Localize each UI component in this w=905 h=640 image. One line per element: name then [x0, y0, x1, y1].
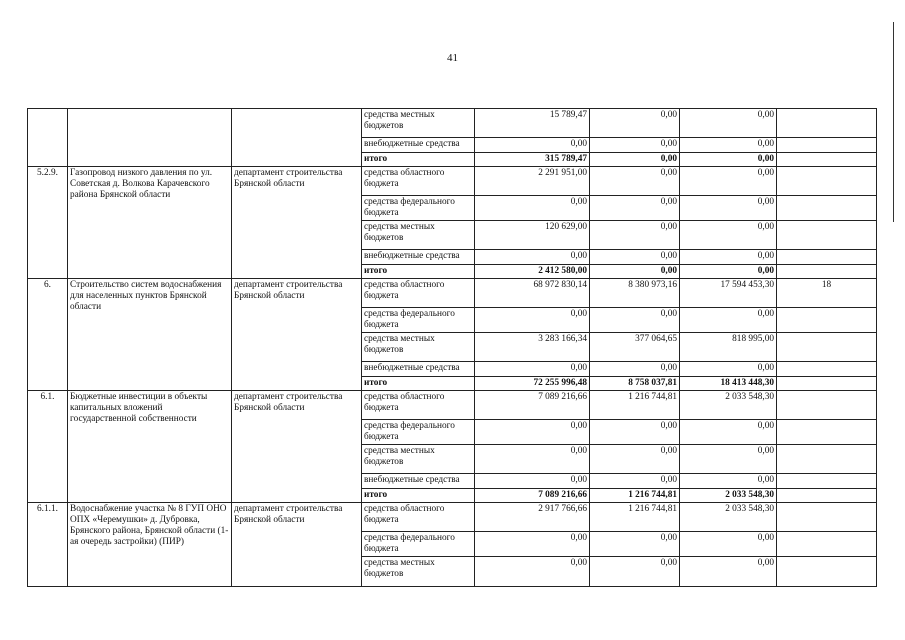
funding-source-cell: внебюджетные средства	[362, 362, 475, 377]
funding-source-cell: внебюджетные средства	[362, 138, 475, 153]
department-cell: департамент строительства Брянской области	[232, 503, 362, 587]
funding-source-cell: итого	[362, 377, 475, 391]
amount-cell-2: 0,00	[590, 167, 680, 196]
amount-cell-3: 0,00	[680, 308, 777, 333]
item-name-cell	[68, 109, 232, 167]
amount-cell-2: 0,00	[590, 474, 680, 489]
amount-cell-1: 0,00	[475, 362, 590, 377]
indicator-cell	[777, 474, 877, 489]
item-code-cell	[28, 109, 68, 167]
table-row	[28, 167, 877, 196]
funding-source-cell: средства местных бюджетов	[362, 557, 475, 587]
item-code-cell: 6.	[28, 279, 68, 391]
funding-source-cell: средства местных бюджетов	[362, 221, 475, 250]
indicator-cell	[777, 250, 877, 265]
scan-margin-line	[893, 22, 894, 222]
amount-cell-3: 17 594 453,30	[680, 279, 777, 308]
amount-cell-3: 0,00	[680, 532, 777, 557]
budget-table	[27, 108, 877, 587]
budget-table-body	[28, 109, 877, 587]
amount-cell-1: 0,00	[475, 474, 590, 489]
funding-source-cell: средства федерального бюджета	[362, 308, 475, 333]
funding-source-cell: средства федерального бюджета	[362, 420, 475, 445]
amount-cell-2: 1 216 744,81	[590, 503, 680, 532]
amount-cell-1: 0,00	[475, 532, 590, 557]
indicator-cell	[777, 153, 877, 167]
funding-source-cell: средства областного бюджета	[362, 391, 475, 420]
amount-cell-2: 1 216 744,81	[590, 489, 680, 503]
indicator-cell	[777, 420, 877, 445]
indicator-cell	[777, 167, 877, 196]
item-code-cell: 6.1.	[28, 391, 68, 503]
amount-cell-2: 0,00	[590, 221, 680, 250]
amount-cell-2: 8 380 973,16	[590, 279, 680, 308]
funding-source-cell: средства областного бюджета	[362, 279, 475, 308]
amount-cell-1: 15 789,47	[475, 109, 590, 138]
amount-cell-2: 0,00	[590, 109, 680, 138]
amount-cell-1: 0,00	[475, 308, 590, 333]
amount-cell-3: 0,00	[680, 138, 777, 153]
funding-source-cell: средства местных бюджетов	[362, 445, 475, 474]
amount-cell-3: 0,00	[680, 557, 777, 587]
funding-source-cell: итого	[362, 265, 475, 279]
funding-source-cell: внебюджетные средства	[362, 474, 475, 489]
department-cell: департамент строительства Брянской области	[232, 167, 362, 279]
indicator-cell	[777, 362, 877, 377]
item-name-cell: Бюджетные инвестиции в объекты капитальных вложений государственной собственности	[68, 391, 232, 503]
amount-cell-1: 0,00	[475, 138, 590, 153]
amount-cell-1: 0,00	[475, 445, 590, 474]
amount-cell-1: 0,00	[475, 196, 590, 221]
funding-source-cell: итого	[362, 153, 475, 167]
amount-cell-1: 3 283 166,34	[475, 333, 590, 362]
amount-cell-3: 0,00	[680, 153, 777, 167]
amount-cell-3: 0,00	[680, 445, 777, 474]
indicator-cell	[777, 138, 877, 153]
amount-cell-2: 8 758 037,81	[590, 377, 680, 391]
item-name-cell: Строительство систем водоснабжения для населенных пунктов Брянской области	[68, 279, 232, 391]
funding-source-cell: средства федерального бюджета	[362, 532, 475, 557]
indicator-cell	[777, 221, 877, 250]
amount-cell-2: 0,00	[590, 265, 680, 279]
amount-cell-1: 68 972 830,14	[475, 279, 590, 308]
indicator-cell	[777, 489, 877, 503]
amount-cell-1: 72 255 996,48	[475, 377, 590, 391]
amount-cell-3: 0,00	[680, 474, 777, 489]
item-name-cell: Газопровод низкого давления по ул. Советская д. Волкова Карачевского района Брянской области	[68, 167, 232, 279]
amount-cell-3: 0,00	[680, 420, 777, 445]
indicator-cell	[777, 109, 877, 138]
amount-cell-2: 0,00	[590, 362, 680, 377]
amount-cell-1: 2 412 580,00	[475, 265, 590, 279]
amount-cell-3: 2 033 548,30	[680, 503, 777, 532]
amount-cell-1: 0,00	[475, 250, 590, 265]
item-name-cell: Водоснабжение участка № 8 ГУП ОНО ОПХ «Черемушки» д. Дубровка, Брянского района, Брянской области (1-ая очередь застройки) (ПИР)	[68, 503, 232, 587]
item-code-cell: 5.2.9.	[28, 167, 68, 279]
indicator-cell	[777, 265, 877, 279]
amount-cell-2: 0,00	[590, 445, 680, 474]
amount-cell-2: 0,00	[590, 308, 680, 333]
funding-source-cell: средства местных бюджетов	[362, 333, 475, 362]
indicator-cell	[777, 503, 877, 532]
amount-cell-3: 2 033 548,30	[680, 391, 777, 420]
indicator-cell	[777, 377, 877, 391]
amount-cell-3: 0,00	[680, 265, 777, 279]
amount-cell-1: 7 089 216,66	[475, 489, 590, 503]
amount-cell-1: 2 291 951,00	[475, 167, 590, 196]
table-row	[28, 279, 877, 308]
amount-cell-2: 1 216 744,81	[590, 391, 680, 420]
funding-source-cell: средства областного бюджета	[362, 503, 475, 532]
amount-cell-1: 0,00	[475, 557, 590, 587]
amount-cell-3: 818 995,00	[680, 333, 777, 362]
amount-cell-1: 0,00	[475, 420, 590, 445]
indicator-cell	[777, 196, 877, 221]
funding-source-cell: средства федерального бюджета	[362, 196, 475, 221]
funding-source-cell: внебюджетные средства	[362, 250, 475, 265]
amount-cell-2: 0,00	[590, 153, 680, 167]
amount-cell-2: 0,00	[590, 532, 680, 557]
amount-cell-3: 0,00	[680, 250, 777, 265]
indicator-cell	[777, 532, 877, 557]
amount-cell-2: 0,00	[590, 557, 680, 587]
amount-cell-2: 0,00	[590, 138, 680, 153]
amount-cell-2: 0,00	[590, 420, 680, 445]
table-row	[28, 503, 877, 532]
amount-cell-3: 0,00	[680, 362, 777, 377]
item-code-cell: 6.1.1.	[28, 503, 68, 587]
indicator-cell: 18	[777, 279, 877, 308]
amount-cell-3: 0,00	[680, 167, 777, 196]
amount-cell-3: 0,00	[680, 221, 777, 250]
page-number: 41	[447, 52, 458, 64]
indicator-cell	[777, 308, 877, 333]
amount-cell-3: 0,00	[680, 196, 777, 221]
amount-cell-3: 18 413 448,30	[680, 377, 777, 391]
table-row	[28, 109, 877, 138]
indicator-cell	[777, 557, 877, 587]
amount-cell-1: 7 089 216,66	[475, 391, 590, 420]
department-cell: департамент строительства Брянской области	[232, 279, 362, 391]
funding-source-cell: средства областного бюджета	[362, 167, 475, 196]
table-row	[28, 391, 877, 420]
amount-cell-2: 377 064,65	[590, 333, 680, 362]
amount-cell-2: 0,00	[590, 196, 680, 221]
indicator-cell	[777, 445, 877, 474]
indicator-cell	[777, 391, 877, 420]
indicator-cell	[777, 333, 877, 362]
department-cell: департамент строительства Брянской области	[232, 391, 362, 503]
funding-source-cell: средства местных бюджетов	[362, 109, 475, 138]
amount-cell-1: 2 917 766,66	[475, 503, 590, 532]
amount-cell-1: 315 789,47	[475, 153, 590, 167]
amount-cell-2: 0,00	[590, 250, 680, 265]
amount-cell-3: 0,00	[680, 109, 777, 138]
amount-cell-3: 2 033 548,30	[680, 489, 777, 503]
amount-cell-1: 120 629,00	[475, 221, 590, 250]
department-cell	[232, 109, 362, 167]
funding-source-cell: итого	[362, 489, 475, 503]
